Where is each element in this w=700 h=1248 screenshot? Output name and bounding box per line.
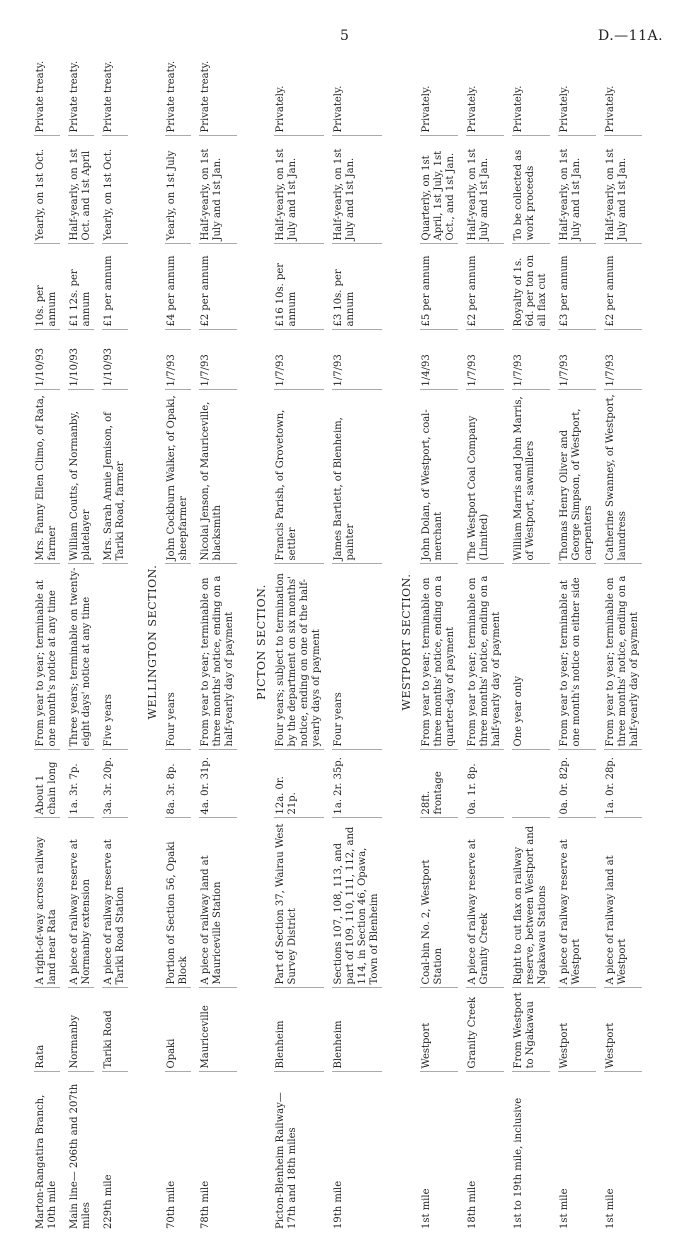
cell-payable: Half-yearly, on 1st July and 1st Jan. <box>199 136 237 244</box>
cell-rent: £5 per annum <box>420 244 458 330</box>
cell-how-let: Privately. <box>275 85 287 133</box>
cell-area <box>512 750 550 818</box>
cell-how-let: Privately. <box>558 85 570 133</box>
row-spacer <box>237 52 245 1232</box>
cell-line: 18th mile <box>466 1072 504 1232</box>
row-spacer-cell <box>324 52 332 1232</box>
cell-station: Westport <box>420 988 458 1072</box>
cell-rent: £1 per annum <box>102 244 128 330</box>
cell-rent: £4 per annum <box>165 244 191 330</box>
table-row <box>102 52 128 1232</box>
row-spacer <box>550 52 558 1232</box>
cell-line: Picton-Blenheim Railway— 17th and 18th miles <box>274 1072 324 1232</box>
cell-lessee: William Coutts, of Normanby, platelayer <box>68 390 94 564</box>
cell-description: A piece of railway reserve at Normanby extension <box>68 818 94 988</box>
cell-how-let: Private treaty. <box>200 60 212 133</box>
table-row <box>199 52 237 1232</box>
cell-date: 1/7/93 <box>199 330 237 390</box>
cell-payable: Quarterly, on 1st April, 1st July, 1st Oct., and 1st Jan. <box>420 136 458 244</box>
cell-rent: £2 per annum <box>466 244 504 330</box>
cell-rent: £1 12s. per annum <box>68 244 94 330</box>
cell-description: A piece of railway reserve at Granity Creek <box>466 818 504 988</box>
row-spacer <box>642 52 650 1232</box>
cell-how-let: Privately. <box>420 85 432 133</box>
cell-lessee: The Westport Coal Company (Limited) <box>466 390 504 564</box>
cell-payable: Yearly, on 1st Oct. <box>102 136 128 244</box>
cell-date: 1/7/93 <box>274 330 324 390</box>
cell-how-let: Privately. <box>466 85 478 133</box>
table-row <box>165 52 191 1232</box>
row-spacer-cell <box>550 52 558 1232</box>
row-spacer-cell <box>596 52 604 1232</box>
cell-payable: Yearly, on 1st July <box>165 136 191 244</box>
cell-station: Blenheim <box>274 988 324 1072</box>
cell-date: 1/10/93 <box>68 330 94 390</box>
row-spacer-cell <box>382 52 390 1232</box>
row-spacer-cell <box>504 52 512 1232</box>
cell-area: 1a. 3r. 7p. <box>68 750 94 818</box>
page-number: 5 <box>340 28 350 44</box>
cell-area: 12a. 0r. 21p. <box>274 750 324 818</box>
row-spacer-cell <box>191 52 199 1232</box>
cell-how-let: Private treaty. <box>69 60 80 133</box>
cell-description: Part of Section 37, Wairau West Survey District <box>274 818 324 988</box>
cell-description: Sections 107, 108, 113, and part of 109, 110, 111, 112, and 114, in Section 46, Opawa, Town of Blenheim <box>332 818 382 988</box>
section-heading-row <box>245 52 274 1232</box>
cell-term: From year to year; terminable on three months' notice, ending on a quarter-day of payment <box>420 564 458 750</box>
cell-station: Mauriceville <box>199 988 237 1072</box>
cell-date: 1/7/93 <box>332 330 382 390</box>
cell-payable: Half-yearly, on 1st July and 1st Jan. <box>274 136 324 244</box>
cell-rent: £16 10s. per annum <box>274 244 324 330</box>
cell-line: Marton-Rangatira Branch, 10th mile <box>34 1072 60 1232</box>
table-row <box>420 52 458 1232</box>
cell-line: 19th mile <box>332 1072 382 1232</box>
table-row <box>558 52 596 1232</box>
cell-area: 0a. 1r. 8p. <box>466 750 504 818</box>
cell-area: 0a. 0r. 82p. <box>558 750 596 818</box>
cell-description: Coal-bin No. 2, Westport Station <box>420 818 458 988</box>
cell-term: From year to year; terminable at one month's notice at any time <box>34 564 60 750</box>
cell-line: 1st to 19th mile, inclusive <box>512 1072 550 1232</box>
cell-lessee: William Marris and John Marris, of Westport, sawmillers <box>512 390 550 564</box>
cell-lessee: John Cockburn Walker, of Opaki, sheepfarmer <box>165 390 191 564</box>
cell-date: 1/10/93 <box>34 330 60 390</box>
row-spacer <box>382 52 390 1232</box>
cell-term: From year to year; terminable on three months' notice, ending on a half-yearly day of payment <box>199 564 237 750</box>
row-spacer-cell <box>60 52 68 1232</box>
lease-table-container <box>34 52 654 1232</box>
cell-payable: Half-yearly, on 1st Oct. and 1st April <box>68 136 94 244</box>
row-spacer <box>458 52 466 1232</box>
row-spacer <box>128 52 136 1232</box>
cell-term: Four years <box>332 564 382 750</box>
cell-station: Normanby <box>68 988 94 1072</box>
cell-payable: Yearly, on 1st Oct. <box>34 136 60 244</box>
cell-lessee: Mrs. Sarah Annie Jemison, of Tariki Road, farmer <box>102 390 128 564</box>
cell-term: Five years <box>102 564 128 750</box>
cell-rent: £2 per annum <box>604 244 642 330</box>
cell-payable: Half-yearly, on 1st July and 1st Jan. <box>558 136 596 244</box>
row-spacer-cell <box>237 52 245 1232</box>
cell-how-let: Private treaty. <box>166 60 178 133</box>
cell-lessee: James Bartlett, of Blenheim, painter <box>332 390 382 564</box>
table-row <box>512 52 550 1232</box>
cell-area: 4a. 0r. 31p. <box>199 750 237 818</box>
cell-rent: 10s. per annum <box>34 244 60 330</box>
cell-term: From year to year; terminable on three months' notice, ending on a half-yearly day of payment <box>604 564 642 750</box>
cell-area: 8a. 3r. 8p. <box>165 750 191 818</box>
cell-station: Westport <box>558 988 596 1072</box>
cell-station: Rata <box>34 988 60 1072</box>
cell-date: 1/10/93 <box>102 330 128 390</box>
document-reference: D.—11A. <box>598 28 664 44</box>
cell-lessee: Nicolai Jenson, of Mauriceville, blacksmith <box>199 390 237 564</box>
section-title: WELLINGTON SECTION. <box>146 564 159 720</box>
table-row <box>34 52 60 1232</box>
cell-how-let: Privately. <box>333 85 345 133</box>
row-spacer <box>94 52 102 1232</box>
cell-rent: £3 per annum <box>558 244 596 330</box>
cell-term: Four years <box>165 564 191 750</box>
cell-payable: To be collected as work proceeds <box>512 136 550 244</box>
cell-station: Westport <box>604 988 642 1072</box>
cell-payable: Half-yearly, on 1st July and 1st Jan. <box>604 136 642 244</box>
row-spacer-cell <box>94 52 102 1232</box>
section-heading-row <box>390 52 419 1232</box>
lease-table <box>34 52 650 1232</box>
section-heading-row <box>136 52 165 1232</box>
cell-payable: Half-yearly, on 1st July and 1st Jan. <box>466 136 504 244</box>
cell-description: A right-of-way across railway land near Rata <box>34 818 60 988</box>
cell-rent: £2 per annum <box>199 244 237 330</box>
cell-description: A piece of railway land at Westport <box>604 818 642 988</box>
cell-line: 1st mile <box>420 1072 458 1232</box>
cell-description: A piece of railway land at Mauriceville Station <box>199 818 237 988</box>
section-title: PICTON SECTION. <box>255 584 269 700</box>
cell-description: Portion of Section 56, Opaki Block <box>165 818 191 988</box>
cell-term: Three years; terminable on twenty-eight days' notice at any time <box>68 564 94 750</box>
section-title: WESTPORT SECTION. <box>400 573 414 711</box>
cell-lessee: Mrs. Fanny Ellen Climo, of Rata, farmer <box>34 390 60 564</box>
cell-station: Tariki Road <box>102 988 128 1072</box>
cell-station: From Westport to Ngakawau <box>512 988 550 1072</box>
cell-area: 28ft. frontage <box>420 750 458 818</box>
cell-lessee: John Dolan, of Westport, coal-merchant <box>420 390 458 564</box>
cell-rent: £3 10s. per annum <box>332 244 382 330</box>
cell-area: 3a. 3r. 20p. <box>102 750 128 818</box>
cell-line: 78th mile <box>199 1072 237 1232</box>
cell-payable: Half-yearly, on 1st July and 1st Jan. <box>332 136 382 244</box>
cell-term: One year only <box>512 564 550 750</box>
row-spacer <box>596 52 604 1232</box>
cell-term: Four years; subject to termination by the department on six months' notice, ending on one of the half-yearly days of payment <box>274 564 324 750</box>
row-spacer <box>191 52 199 1232</box>
cell-lessee: Thomas Henry Oliver and George Simpson, of Westport, carpenters <box>558 390 596 564</box>
cell-date: 1/4/93 <box>420 330 458 390</box>
cell-area: 1a. 2r. 35p. <box>332 750 382 818</box>
cell-description: A piece of railway reserve at Tariki Road Station <box>102 818 128 988</box>
cell-date: 1/7/93 <box>165 330 191 390</box>
cell-station: Blenheim <box>332 988 382 1072</box>
cell-lessee: Catherine Swanney, of Westport, laundress <box>604 390 642 564</box>
cell-station: Granity Creek <box>466 988 504 1072</box>
row-spacer <box>60 52 68 1232</box>
cell-station: Opaki <box>165 988 191 1072</box>
cell-how-let: Private treaty. <box>103 60 114 133</box>
cell-line: 1st mile <box>558 1072 596 1232</box>
cell-line: Main line— 206th and 207th miles <box>68 1072 94 1232</box>
cell-line: 70th mile <box>165 1072 191 1232</box>
row-spacer <box>504 52 512 1232</box>
cell-how-let: Privately. <box>604 85 616 133</box>
cell-lessee: Francis Parish, of Grovetown, settler <box>274 390 324 564</box>
cell-term: From year to year; terminable at one month's notice on either side <box>558 564 596 750</box>
cell-line: 1st mile <box>604 1072 642 1232</box>
cell-date: 1/7/93 <box>558 330 596 390</box>
row-spacer-cell <box>642 52 650 1232</box>
row-spacer-cell <box>458 52 466 1232</box>
cell-how-let: Private treaty. <box>35 60 46 133</box>
cell-area: 1a. 0r. 28p. <box>604 750 642 818</box>
cell-date: 1/7/93 <box>512 330 550 390</box>
cell-description: Right to cut flax on railway reserve, between Westport and Ngakawau Stations <box>512 818 550 988</box>
cell-rent: Royalty of 1s. 6d. per ton on all flax cut <box>512 244 550 330</box>
cell-term: From year to year; terminable on three months' notice, ending on a half-yearly day of payment <box>466 564 504 750</box>
cell-date: 1/7/93 <box>604 330 642 390</box>
cell-description: A piece of railway reserve at Westport <box>558 818 596 988</box>
table-row <box>274 52 324 1232</box>
row-spacer <box>324 52 332 1232</box>
table-row <box>332 52 382 1232</box>
cell-area: About 1 chain long <box>34 750 60 818</box>
cell-how-let: Privately. <box>512 85 524 133</box>
cell-date: 1/7/93 <box>466 330 504 390</box>
table-row <box>604 52 642 1232</box>
table-row <box>466 52 504 1232</box>
cell-line: 229th mile <box>102 1072 128 1232</box>
row-spacer-cell <box>128 52 136 1232</box>
table-row <box>68 52 94 1232</box>
